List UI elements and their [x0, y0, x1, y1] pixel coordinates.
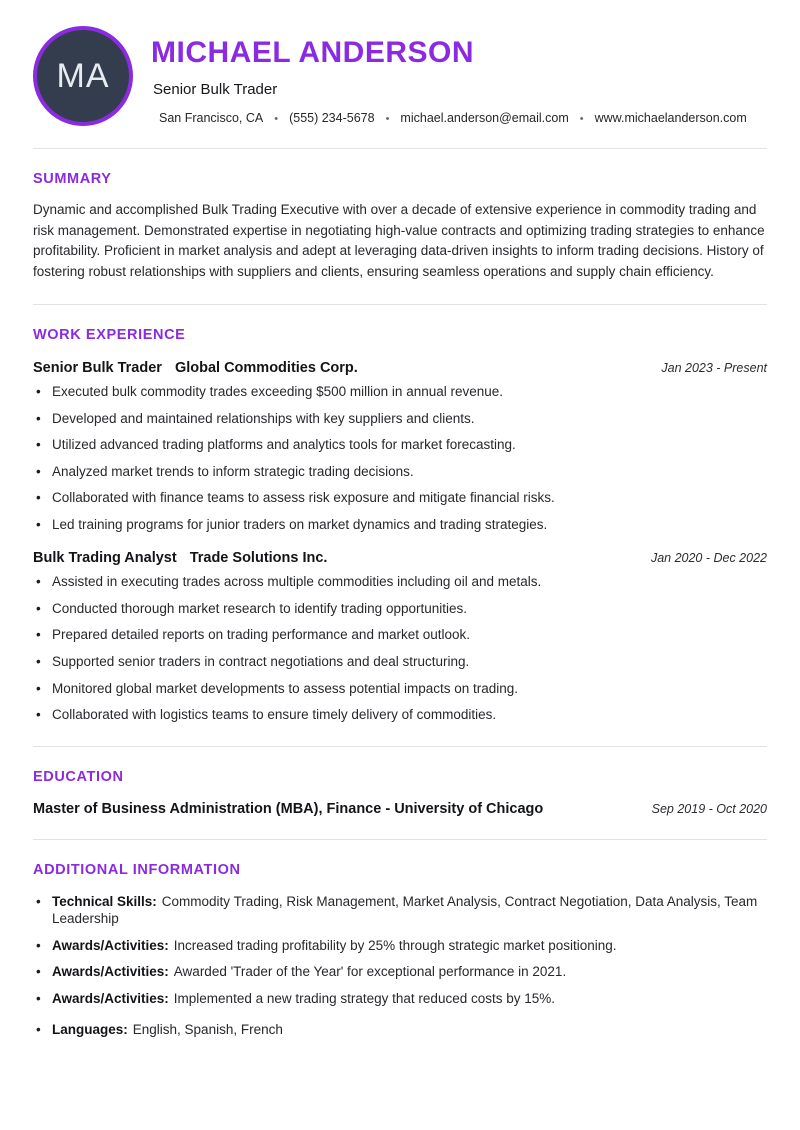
- info-item-label: Technical Skills:: [52, 893, 157, 909]
- header: [33, 26, 767, 126]
- job-company: Global Commodities Corp.: [174, 360, 358, 377]
- summary-heading: SUMMARY: [33, 171, 112, 187]
- avatar: [33, 26, 133, 126]
- job-bullet: • Assisted in executing trades across multiple commodities including oil and metals.: [33, 573, 767, 591]
- summary-text: Dynamic and accomplished Bulk Trading Executive with over a decade of extensive experience in commodity trading and risk management. Demonstrated expertise in negotiating high-value contracts and optimizing trading strategies to enhance profitability. Proficient in market analysis and adept at leveraging data-driven insights to inform trading decisions. History of fostering robust relationships with suppliers and clients, ensuring seamless operations and supply chain efficiency.: [33, 202, 765, 279]
- education-heading: EDUCATION: [33, 768, 124, 785]
- job-dates: Jan 2023 - Present: [661, 361, 767, 376]
- job-dates: Jan 2020 - Dec 2022: [650, 551, 767, 566]
- job-entry: [33, 360, 767, 533]
- job-bullet: • Collaborated with logistics teams to ensure timely delivery of commodities.: [33, 706, 767, 724]
- job-bullet: • Conducted thorough market research to identify trading opportunities.: [33, 600, 767, 618]
- contact-phone: • (555) 234-5678: [263, 111, 374, 125]
- job-bullet: • Developed and maintained relationships with key suppliers and clients.: [33, 410, 767, 428]
- job-bullet: • Prepared detailed reports on trading performance and market outlook.: [33, 626, 767, 644]
- info-item-text: Awarded 'Trader of the Year' for exceptional performance in 2021.: [173, 964, 567, 980]
- education-entry: [33, 801, 767, 817]
- section-education: [33, 769, 767, 817]
- avatar-initials: MA: [56, 56, 110, 95]
- info-item-text: Implemented a new trading strategy that reduced costs by 15%.: [173, 990, 556, 1006]
- education-dates: Sep 2019 - Oct 2020: [651, 801, 767, 816]
- job-title-line: [33, 360, 358, 376]
- info-item-text: English, Spanish, French: [132, 1022, 283, 1038]
- additional-info-list: [33, 893, 767, 1039]
- section-summary: [33, 171, 767, 282]
- info-item-label: Languages:: [52, 1022, 128, 1038]
- job-bullet: • Supported senior traders in contract negotiations and deal structuring.: [33, 653, 767, 671]
- education-degree: Master of Business Administration (MBA), Finance - University of Chicago: [33, 800, 544, 817]
- info-item-label: Awards/Activities:: [52, 937, 169, 953]
- job-bullet: • Utilized advanced trading platforms and analytics tools for market forecasting.: [33, 436, 767, 454]
- section-additional-information: [33, 862, 767, 1039]
- additional-information-heading: ADDITIONAL INFORMATION: [33, 861, 241, 878]
- candidate-name: MICHAEL ANDERSON: [151, 36, 475, 69]
- additional-info-item: [33, 937, 767, 955]
- section-work-experience: [33, 327, 767, 724]
- section-divider: [33, 304, 767, 305]
- header-info: [151, 26, 767, 125]
- additional-info-item: [33, 893, 767, 928]
- job-title-line: [33, 550, 327, 566]
- contact-website: • www.michaelanderson.com: [569, 111, 747, 125]
- contact-email: • michael.anderson@email.com: [375, 111, 569, 125]
- job-title: Senior Bulk Trader: [33, 360, 162, 377]
- section-divider: [33, 746, 767, 747]
- job-entry: [33, 550, 767, 723]
- job-bullet: • Collaborated with finance teams to assess risk exposure and mitigate financial risks.: [33, 489, 767, 507]
- info-item-text: Increased trading profitability by 25% through strategic market positioning.: [173, 937, 617, 953]
- job-bullet: • Executed bulk commodity trades exceeding $500 million in annual revenue.: [33, 383, 767, 401]
- contact-row: [159, 111, 767, 125]
- job-title: Bulk Trading Analyst: [33, 550, 177, 567]
- job-bullet-list: [33, 573, 767, 723]
- job-header: [33, 360, 767, 376]
- info-item-label: Awards/Activities:: [52, 964, 169, 980]
- additional-info-item: [33, 963, 767, 981]
- contact-location: San Francisco, CA: [159, 111, 264, 125]
- additional-info-item: [33, 1021, 767, 1039]
- info-item-text: Commodity Trading, Risk Management, Market Analysis, Contract Negotiation, Data Analysis, Team Leadership: [52, 893, 758, 927]
- job-header: [33, 550, 767, 566]
- job-bullet: • Analyzed market trends to inform strategic trading decisions.: [33, 463, 767, 481]
- info-item-label: Awards/Activities:: [52, 990, 169, 1006]
- section-divider: [33, 148, 767, 149]
- job-company: Trade Solutions Inc.: [189, 550, 328, 567]
- job-bullet-list: [33, 383, 767, 533]
- work-experience-heading: WORK EXPERIENCE: [33, 327, 186, 344]
- job-bullet: • Led training programs for junior traders on market dynamics and trading strategies.: [33, 516, 767, 534]
- additional-info-item: [33, 990, 767, 1008]
- job-bullet: • Monitored global market developments to assess potential impacts on trading.: [33, 680, 767, 698]
- section-divider: [33, 839, 767, 840]
- candidate-title: Senior Bulk Trader: [153, 81, 278, 98]
